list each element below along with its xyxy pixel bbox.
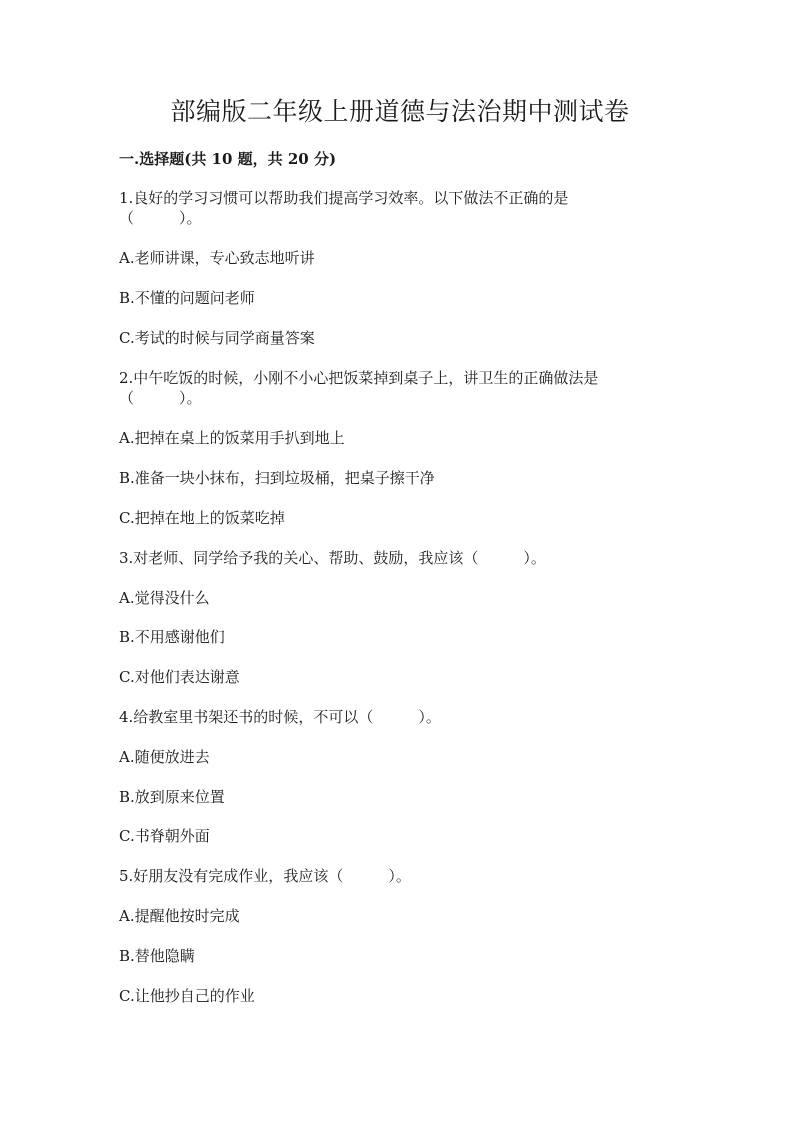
page-title: 部编版二年级上册道德与法治期中测试卷 (170, 97, 630, 126)
question-1-option-a: A.老师讲课，专心致志地听讲 (119, 249, 315, 267)
question-1-stem: 1.良好的学习习惯可以帮助我们提高学习效率。以下做法不正确的是 (119, 189, 569, 207)
question-4-option-a: A.随便放进去 (119, 748, 210, 766)
question-2-option-b: B.准备一块小抹布，扫到垃圾桶，把桌子擦干净 (119, 469, 435, 487)
question-3-option-a: A.觉得没什么 (119, 589, 210, 607)
section-heading: 一.选择题(共 10 题，共 20 分) (119, 150, 337, 168)
question-4-option-c: C.书脊朝外面 (119, 827, 210, 845)
question-5-stem: 5.好朋友没有完成作业，我应该（ ）。 (119, 867, 411, 885)
question-5-option-a: A.提醒他按时完成 (119, 907, 240, 925)
question-4-option-b: B.放到原来位置 (119, 788, 225, 806)
question-3-option-b: B.不用感谢他们 (119, 628, 225, 646)
question-2-blank: （ ）。 (119, 389, 202, 407)
question-1-option-c: C.考试的时候与同学商量答案 (119, 329, 315, 347)
question-3-stem: 3.对老师、同学给予我的关心、帮助、鼓励，我应该（ ）。 (119, 549, 546, 567)
question-2-option-a: A.把掉在桌上的饭菜用手扒到地上 (119, 429, 345, 447)
question-1-blank: （ ）。 (119, 209, 202, 227)
question-5-option-c: C.让他抄自己的作业 (119, 987, 255, 1005)
question-1-option-b: B.不懂的问题问老师 (119, 289, 255, 307)
question-3-option-c: C.对他们表达谢意 (119, 668, 240, 686)
question-4-stem: 4.给教室里书架还书的时候，不可以（ ）。 (119, 708, 441, 726)
question-5-option-b: B.替他隐瞒 (119, 947, 195, 965)
question-2-option-c: C.把掉在地上的饭菜吃掉 (119, 509, 285, 527)
question-2-stem: 2.中午吃饭的时候，小刚不小心把饭菜掉到桌子上，讲卫生的正确做法是 (119, 369, 599, 387)
